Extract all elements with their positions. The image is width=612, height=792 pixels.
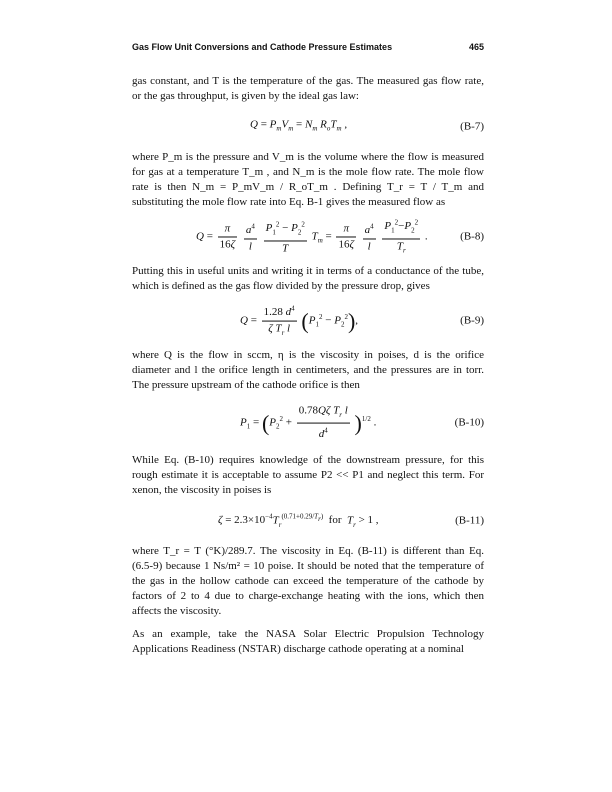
- paragraph-3: Putting this in useful units and writing it in terms of a conductance of the tube, which is defined as the gas flow divided by the pressure drop, gives: [132, 265, 484, 292]
- equation-b7-number: (B-7): [460, 120, 484, 133]
- paragraph-5: While Eq. (B-10) requires knowledge of the downstream pressure, for this rough estimate it is acceptable to assume P2 << P1 and neglect this term. For xenon, the viscosity in poises is: [132, 454, 484, 496]
- header-title: Gas Flow Unit Conversions and Cathode Pressure Estimates: [132, 42, 393, 52]
- equation-b9-number: (B-9): [460, 314, 484, 327]
- paragraph-7: As an example, take the NASA Solar Electric Propulsion Technology Applications Readiness (NSTAR) discharge cathode operating at a nominal: [132, 628, 484, 655]
- equation-b7: [132, 112, 484, 142]
- running-header: [132, 42, 484, 52]
- equation-b10-number: (B-10): [454, 416, 484, 429]
- equation-b7-formula: $Q = P_mV_m = N_m$ $R_oT_m$ ,: [250, 118, 348, 133]
- equation-b11-number: (B-11): [455, 514, 484, 527]
- paragraph-4: where Q is the flow in sccm, η is the viscosity in poises, d is the orifice diameter and l the orifice length in centimeters, and the pressures are in torr. The pressure upstream of the cathode orifice is then: [132, 349, 484, 391]
- equation-b8-number: (B-8): [460, 230, 484, 243]
- paragraph-2: where P_m is the pressure and V_m is the volume where the flow is measured for gas at a temperature T_m , and N_m is the mole flow rate. The mole flow rate is then N_m = P_mV_m / R_oT_m . Defining T_r = T / T_m and substituting the mole flow rate into Eq. B-1 gives the measured flow as: [132, 151, 484, 208]
- page-body: [132, 74, 484, 665]
- equation-b10-formula: $P_1 = (P_2^2$ + $\frac{0.78Q\zeta T_r l}{d^4}$ )$^{1/2}$ .: [240, 404, 377, 441]
- equation-b11: [132, 506, 484, 536]
- equation-b9-formula: Q = $\frac{1.28 d^4}{\zeta T_r l}$ $(P_1^2 - P_2^2)$,: [240, 302, 358, 341]
- equation-b8-formula: Q = $\frac{\pi}{16\zeta}$ $\frac{a^4}{l}$ $\frac{P_1^2 - P_2^2}{T}$ $T_m$ = $\frac{\pi}{16\zeta}$ $\frac{a^4}{l}$ $\frac{P_1^2-P_2^2}{T_r}$ .: [196, 215, 428, 258]
- page-number: 465: [468, 42, 484, 52]
- paragraph-1: gas constant, and T is the temperature of the gas. The measured gas flow rate, or the gas throughput, is given by the ideal gas law:: [132, 75, 484, 102]
- equation-b11-formula: $\zeta = 2.3\times 10^{-4}T_r^{(0.71+0.29/T_r)}$ for $T_r > 1$ ,: [218, 512, 379, 529]
- paragraph-6: where T_r = T (°K)/289.7. The viscosity in Eq. (B-11) is different than Eq. (6.5-9) because 1 Ns/m² = 10 poise. It should be noted that the temperature of the gas in the hollow cathode can exceed the temperature of the cathode by factors of 2 to 4 due to charge-exchange heating with the ions, which then affects the viscosity.: [132, 545, 484, 617]
- equation-b9: [132, 302, 484, 340]
- equation-b8: [132, 218, 484, 256]
- equation-b10: [132, 401, 484, 445]
